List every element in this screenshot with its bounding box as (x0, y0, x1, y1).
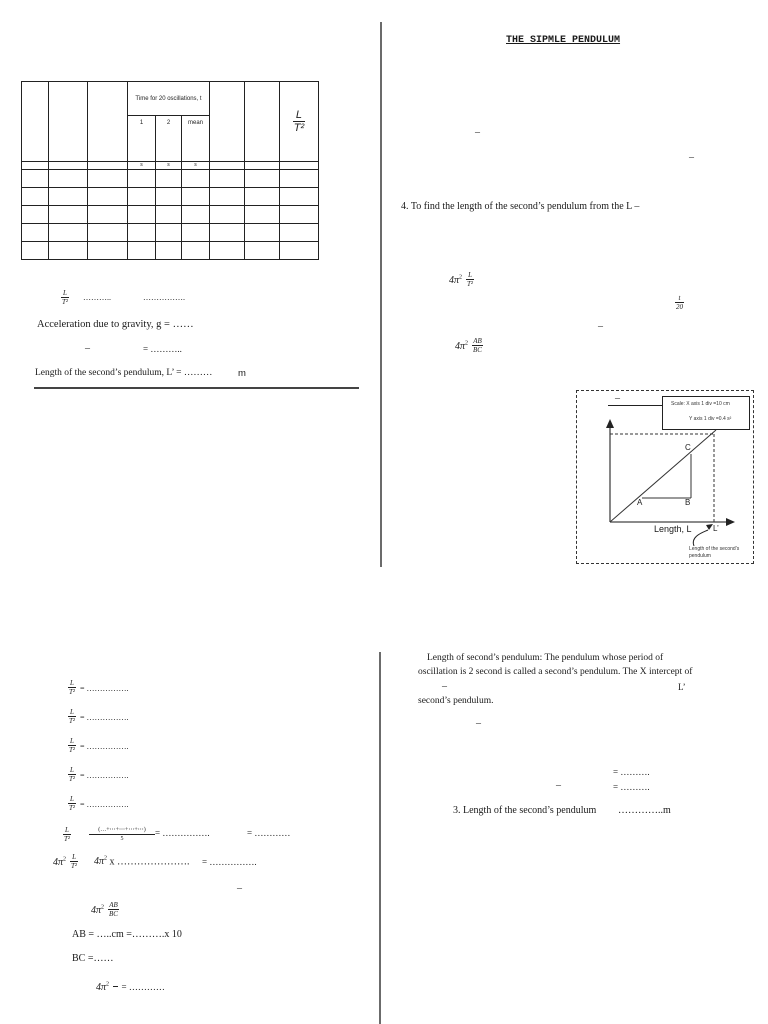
point-c-label: C (685, 443, 691, 452)
final-g-formula: $4\pi^2$ = ………… (96, 981, 165, 993)
formula-4pi2-ab-over-bc: $4\pi^2$ $\frac{AB}{BC}$ (91, 900, 118, 918)
unit-cell: s (182, 162, 210, 170)
dash-mark: – (598, 321, 603, 332)
mean-ratio-calc: $\frac{L}{\text{T²}}$ (64, 825, 70, 843)
section-3-value: …………..m (618, 805, 671, 816)
l-over-t2-fraction: $\frac{L}{\text{T²}}$ (293, 109, 305, 134)
column-divider-bottom (379, 652, 381, 1024)
point-b-label: B (685, 498, 691, 507)
ratio-line: $\frac{L}{\text{T²}}$ = ……………. (69, 765, 129, 783)
mean-ratio-result-2: = ………… (247, 828, 291, 838)
length-unit: m (238, 368, 246, 379)
mean-ratio-line (61, 288, 69, 306)
l-prime-mark: L’ (678, 682, 686, 692)
mean-ratio-result: = ……………. (155, 828, 210, 838)
gravity-line: Acceleration due to gravity, g = …… (37, 319, 194, 330)
mean-ratio-dots-1: ……….. (83, 293, 111, 302)
ab-line: AB = …..cm =……….x 10 (72, 929, 182, 940)
formula-4pi2-l-over-t2: $4\pi^2$ $\frac{L}{\text{T²}}$ (449, 270, 474, 288)
ratio-line: $\frac{L}{\text{T²}}$ = ……………. (69, 794, 129, 812)
table-row (22, 188, 319, 206)
definition-line-2: oscillation is 2 second is called a second’s pendulum. The X intercept of (418, 667, 693, 677)
unit-cell: s (156, 162, 182, 170)
unit-row (22, 162, 319, 170)
table-row (22, 224, 319, 242)
table-header-cell (245, 82, 280, 162)
table-header-cell (88, 82, 128, 162)
table-header-cell (22, 82, 49, 162)
dash-mark: – (475, 127, 480, 138)
graph-dash: – (615, 393, 620, 404)
result-line-1: = ………. (613, 767, 650, 777)
table-row (22, 206, 319, 224)
g-calc-result: = ……………. (202, 857, 257, 867)
ratio-line: $\frac{L}{\text{T²}}$ = ……………. (69, 736, 129, 754)
ratio-line: $\frac{L}{\text{T²}}$ = ……………. (69, 707, 129, 725)
section-rule (34, 387, 359, 389)
result-line-2: = ………. (613, 782, 650, 792)
dash-mark: – (442, 681, 447, 692)
l-vs-t2-graph (576, 390, 756, 566)
dash-mark: – (237, 883, 242, 894)
definition-line-1: Length of second’s pendulum: The pendulum whose period of (427, 653, 664, 663)
gravity-dash: – (85, 343, 90, 354)
bc-line: BC =…… (72, 953, 114, 964)
length-line: Length of the second’s pendulum, L’ = ……… (35, 368, 213, 378)
gravity-result: = ……….. (143, 344, 182, 354)
definition-line-3: second’s pendulum. (418, 696, 494, 706)
t-over-20-fraction: $\frac{t}{20}$ (676, 293, 683, 311)
x-axis-label: Length, L (654, 524, 692, 534)
l-prime-label: L’ (713, 524, 719, 533)
point-a-label: A (637, 498, 643, 507)
dash-mark: – (689, 152, 694, 163)
section-3-label: 3. Length of the second’s pendulum (453, 805, 597, 816)
mean-ratio-dots-2: ……………. (143, 293, 185, 302)
g-calc-substitution: $4\pi^2$ x …………………. (94, 856, 190, 868)
g-calc-formula: $4\pi^2$ $\frac{L}{\text{T²}}$ (53, 852, 78, 870)
table-row (22, 242, 319, 260)
ratio-line: $\frac{L}{\text{T²}}$ = ……………. (69, 678, 129, 696)
unit-cell: s (128, 162, 156, 170)
dash-mark: – (556, 780, 561, 791)
subcol-2: 2 (156, 116, 182, 162)
sum-over-5-fraction: $\frac{(\dots+\cdots+\cdots+\cdots+\cdots)}{5}$ (89, 825, 155, 843)
page-title: THE SIPMLE PENDULUM (506, 35, 621, 46)
subcol-1: 1 (128, 116, 156, 162)
l-over-t2-fraction: $\frac{L}{\text{T²}}$ (62, 288, 68, 306)
formula-4pi2-ab-over-bc: $4\pi^2$ $\frac{AB}{BC}$ (455, 336, 482, 354)
dash-mark: – (476, 718, 481, 729)
table-row (22, 170, 319, 188)
l-over-t2-header (280, 82, 319, 162)
column-divider-top (380, 22, 382, 567)
scale-y: Y axis 1 div =0.4 s² (689, 416, 732, 422)
table-header-cell (49, 82, 88, 162)
time-header: Time for 20 oscillations, t (128, 82, 210, 116)
table-header-cell (210, 82, 245, 162)
subcol-mean: mean (182, 116, 210, 162)
scale-x: Scale: X axis 1 div =10 cm (671, 401, 730, 407)
second-pendulum-annotation: Length of the second’s pendulum (689, 546, 740, 559)
section-4-heading: 4. To find the length of the second’s pendulum from the L – (401, 201, 640, 212)
observation-table (21, 81, 319, 260)
